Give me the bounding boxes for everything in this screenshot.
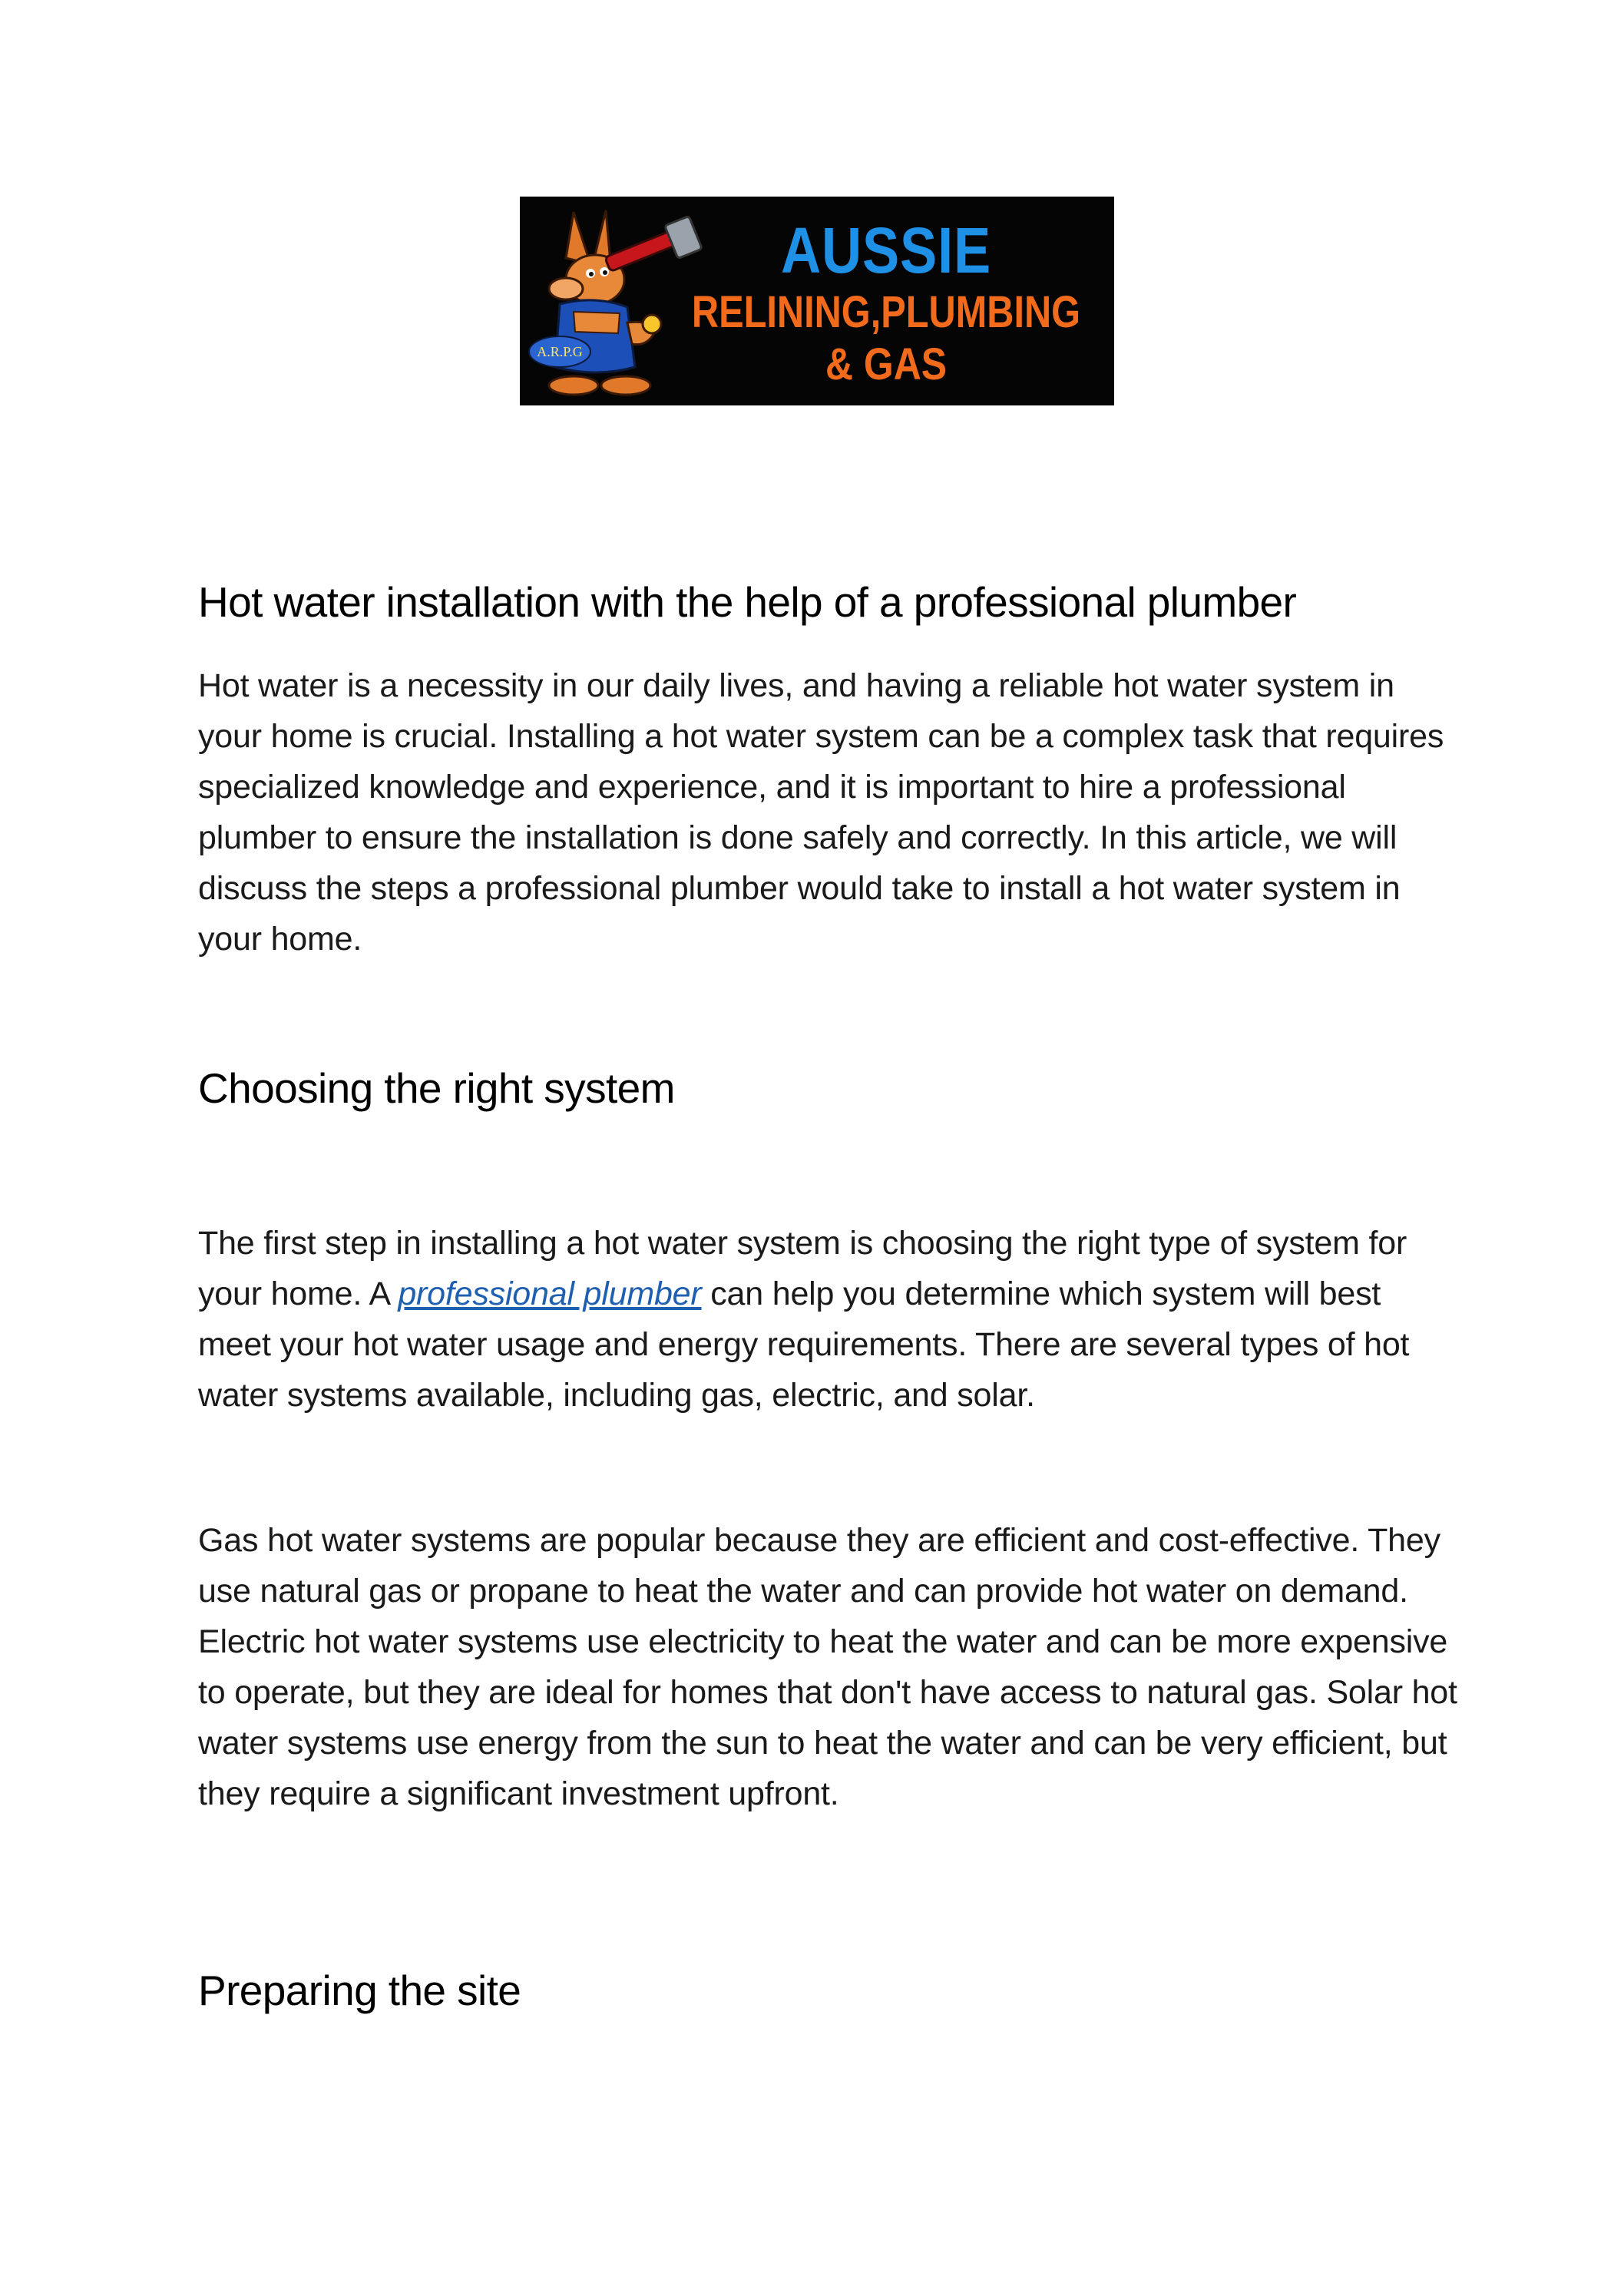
section-heading-choosing-system: Choosing the right system	[198, 1064, 675, 1112]
choosing-system-paragraph	[198, 1218, 1457, 1421]
logo-line-aussie: AUSSIE	[780, 214, 992, 286]
section-heading-preparing-site: Preparing the site	[198, 1967, 521, 2014]
system-types-paragraph: Gas hot water systems are popular because they are efficient and cost-effective. They use natural gas or propane to heat the water and can provide hot water on demand. Electric hot water systems use electricity to heat the water and can be more expensive to operate, but they are ideal for homes that don't have access to natural gas. Solar hot water systems use energy from the sun to heat the water and can be very efficient, but they require a significant investment upfront.	[198, 1522, 1457, 1812]
logo-line-relining-plumbing: RELINING,PLUMBING	[691, 287, 1081, 337]
paragraph-text-after-link: can help you determine which system will best meet your hot water usage and energy requirements. There are several types of hot water systems available, including gas, electric, and solar.	[198, 1275, 1410, 1414]
company-logo	[520, 197, 1114, 405]
article-title: Hot water installation with the help of a professional plumber	[198, 578, 1297, 626]
logo-wordmark	[658, 197, 1114, 405]
intro-paragraph: Hot water is a necessity in our daily lives, and having a reliable hot water system in your home is crucial. Installing a hot water system can be a complex task that requires specialized knowledge and experience, and it is important to hire a professional plumber to ensure the installation is done safely and correctly. In this article, we will discuss the steps a professional plumber would take to install a hot water system in your home.	[198, 667, 1444, 958]
logo-line-gas: & GAS	[825, 339, 947, 389]
paragraph-text-before-link: The first step in installing a hot water system is choosing the right type of system for your home. A	[198, 1225, 1407, 1312]
logo-badge-text: A.R.P.G	[537, 344, 583, 359]
professional-plumber-link[interactable]: professional plumber	[398, 1275, 702, 1312]
